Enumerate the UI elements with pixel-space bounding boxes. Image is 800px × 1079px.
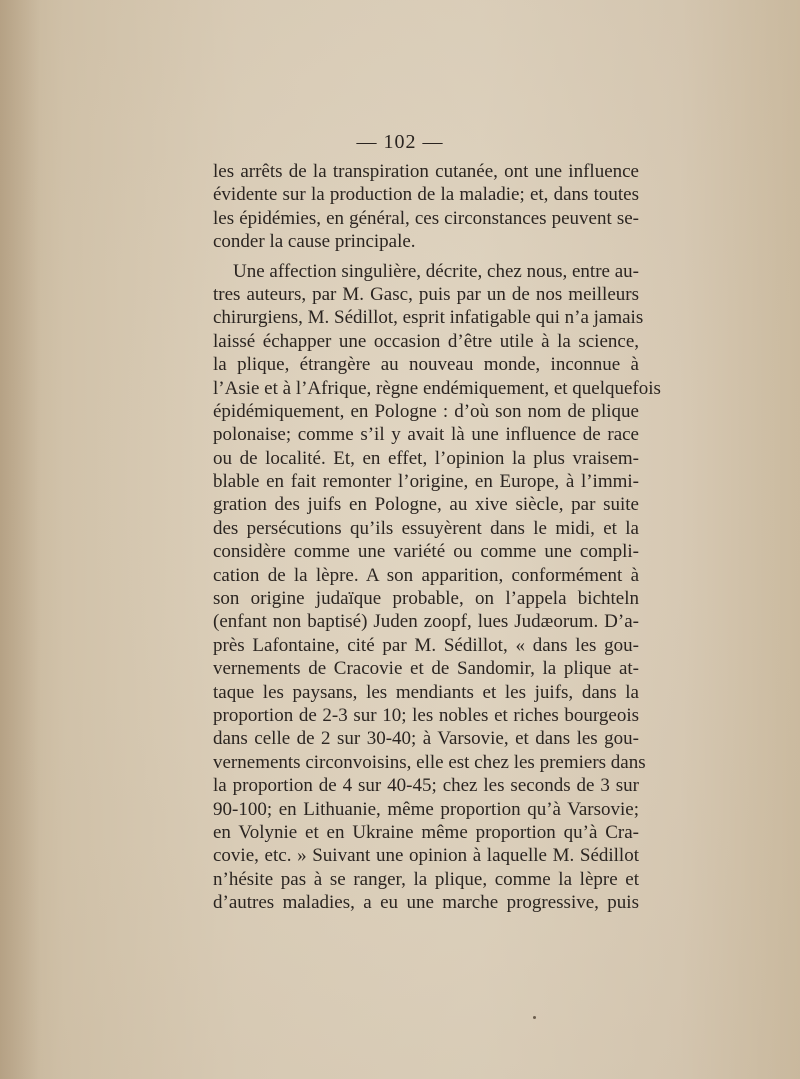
paper-speck [533,1016,536,1019]
text-line: son origine judaïque probable, on l’appela bichteln [213,588,639,610]
text-line: ou de localité. Et, en effet, l’opinion la plus vraisem- [213,447,639,469]
text-line: les arrêts de la transpiration cutanée, ont une influence [213,161,639,182]
page-edge-shadow [0,0,40,1079]
text-line: Une affection singulière, décrite, chez nous, entre au- [233,260,639,282]
page-number: — 102 — [356,131,444,153]
text-line: proportion de 2-3 sur 10; les nobles et riches bourgeois [213,704,639,726]
text-line: blable en fait remonter l’origine, en Europe, à l’immi- [213,471,639,493]
text-line: considère comme une variété ou comme une compli- [213,541,639,563]
text-line: dans celle de 2 sur 30-40; à Varsovie, et dans les gou- [213,728,639,750]
text-line: polonaise; comme s’il y avait là une influence de race [213,424,639,446]
paragraph-1 [213,160,639,254]
text-line: vernements de Cracovie et de Sandomir, la plique at- [213,658,639,680]
text-line: taque les paysans, les mendiants et les juifs, dans la [213,681,639,703]
text-line: (enfant non baptisé) Juden zoopf, lues Judæorum. D’a- [213,611,639,633]
text-line: épidémiquement, en Pologne : d’où son nom de plique [213,400,639,422]
text-line: covie, etc. » Suivant une opinion à laquelle M. Sédillot [213,845,639,867]
text-line: 90-100; en Lithuanie, même proportion qu’à Varsovie; [213,798,639,820]
text-line: vernements circonvoisins, elle est chez les premiers dans [213,751,646,773]
text-line: chirurgiens, M. Sédillot, esprit infatigable qui n’a jamais [213,307,644,329]
text-line: en Volynie et en Ukraine même proportion qu’à Cra- [213,821,639,843]
text-line: près Lafontaine, cité par M. Sédillot, « dans les gou- [213,634,639,656]
text-line: la plique, étrangère au nouveau monde, inconnue à [213,354,639,376]
text-line: conder la cause principale. [213,231,416,253]
text-line: gration des juifs en Pologne, au xive siècle, par suite [213,494,639,516]
body-text [213,160,661,915]
text-line: d’autres maladies, a eu une marche progressive, puis [213,892,639,914]
text-line: tres auteurs, par M. Gasc, puis par un de nos meilleurs [213,283,639,305]
text-line: les épidémies, en général, ces circonstances peuvent se- [213,207,639,229]
text-line: cation de la lèpre. A son apparition, conformément à [213,564,639,586]
text-line: évidente sur la production de la maladie; et, dans toutes [213,184,639,206]
text-line: n’hésite pas à se ranger, la plique, comme la lèpre et [213,868,639,890]
text-line: des persécutions qu’ils essuyèrent dans le midi, et la [213,517,639,539]
text-line: la proportion de 4 sur 40-45; chez les seconds de 3 sur [213,775,639,797]
text-line: l’Asie et à l’Afrique, règne endémiquement, et quelquefois [213,377,661,399]
paragraph-2 [213,260,661,915]
text-line: laissé échapper une occasion d’être utile à la science, [213,330,639,352]
